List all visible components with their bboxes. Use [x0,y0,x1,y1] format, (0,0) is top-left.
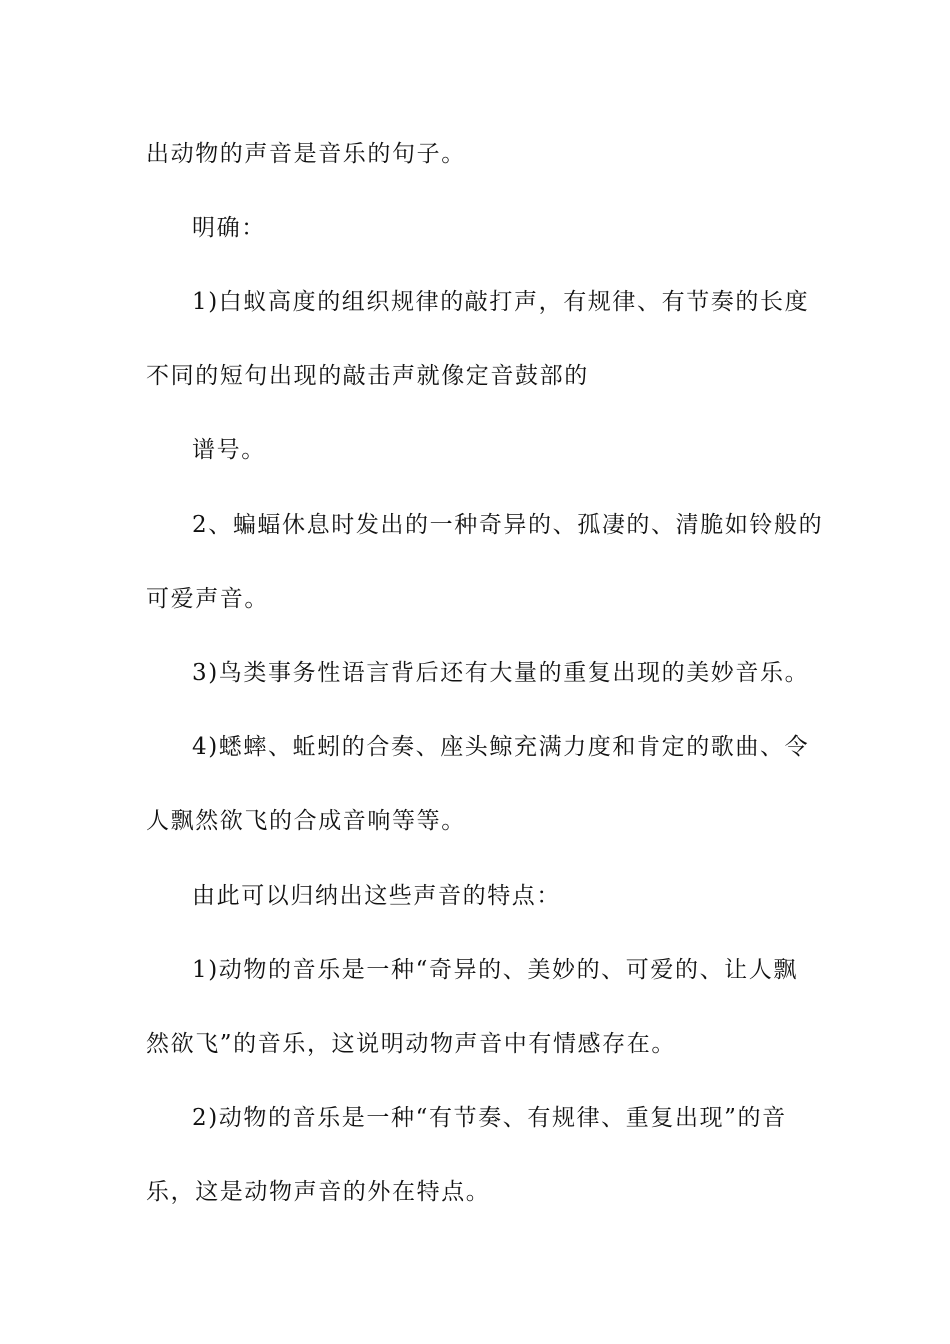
text-line-2: 明确： [192,215,266,241]
text-line-12: 1)动物的音乐是一种“奇异的、美妙的、可爱的、让人飘 [192,957,798,983]
text-line-3: 1)白蚁高度的组织规律的敲打声，有规律、有节奏的长度 [192,289,810,315]
text-line-15: 乐，这是动物声音的外在特点。 [146,1179,491,1205]
text-line-4: 不同的短句出现的敲击声就像定音鼓部的 [146,363,589,389]
text-line-10: 人飘然欲飞的合成音响等等。 [146,808,466,834]
text-line-9: 4)蟋蟀、蚯蚓的合奏、座头鲸充满力度和肯定的歌曲、令 [192,734,810,760]
text-line-8: 3)鸟类事务性语言背后还有大量的重复出现的美妙音乐。 [192,660,810,686]
text-line-7: 可爱声音。 [146,586,269,612]
text-line-6: 2、蝙蝠休息时发出的一种奇异的、孤凄的、清脆如铃般的 [192,512,824,538]
text-line-11: 由此可以归纳出这些声音的特点： [192,883,561,909]
text-line-1: 出动物的声音是音乐的句子。 [146,141,466,167]
text-line-5: 谱号。 [192,437,266,463]
text-line-13: 然欲飞”的音乐，这说明动物声音中有情感存在。 [146,1031,676,1057]
text-line-14: 2)动物的音乐是一种“有节奏、有规律、重复出现”的音 [192,1105,787,1131]
